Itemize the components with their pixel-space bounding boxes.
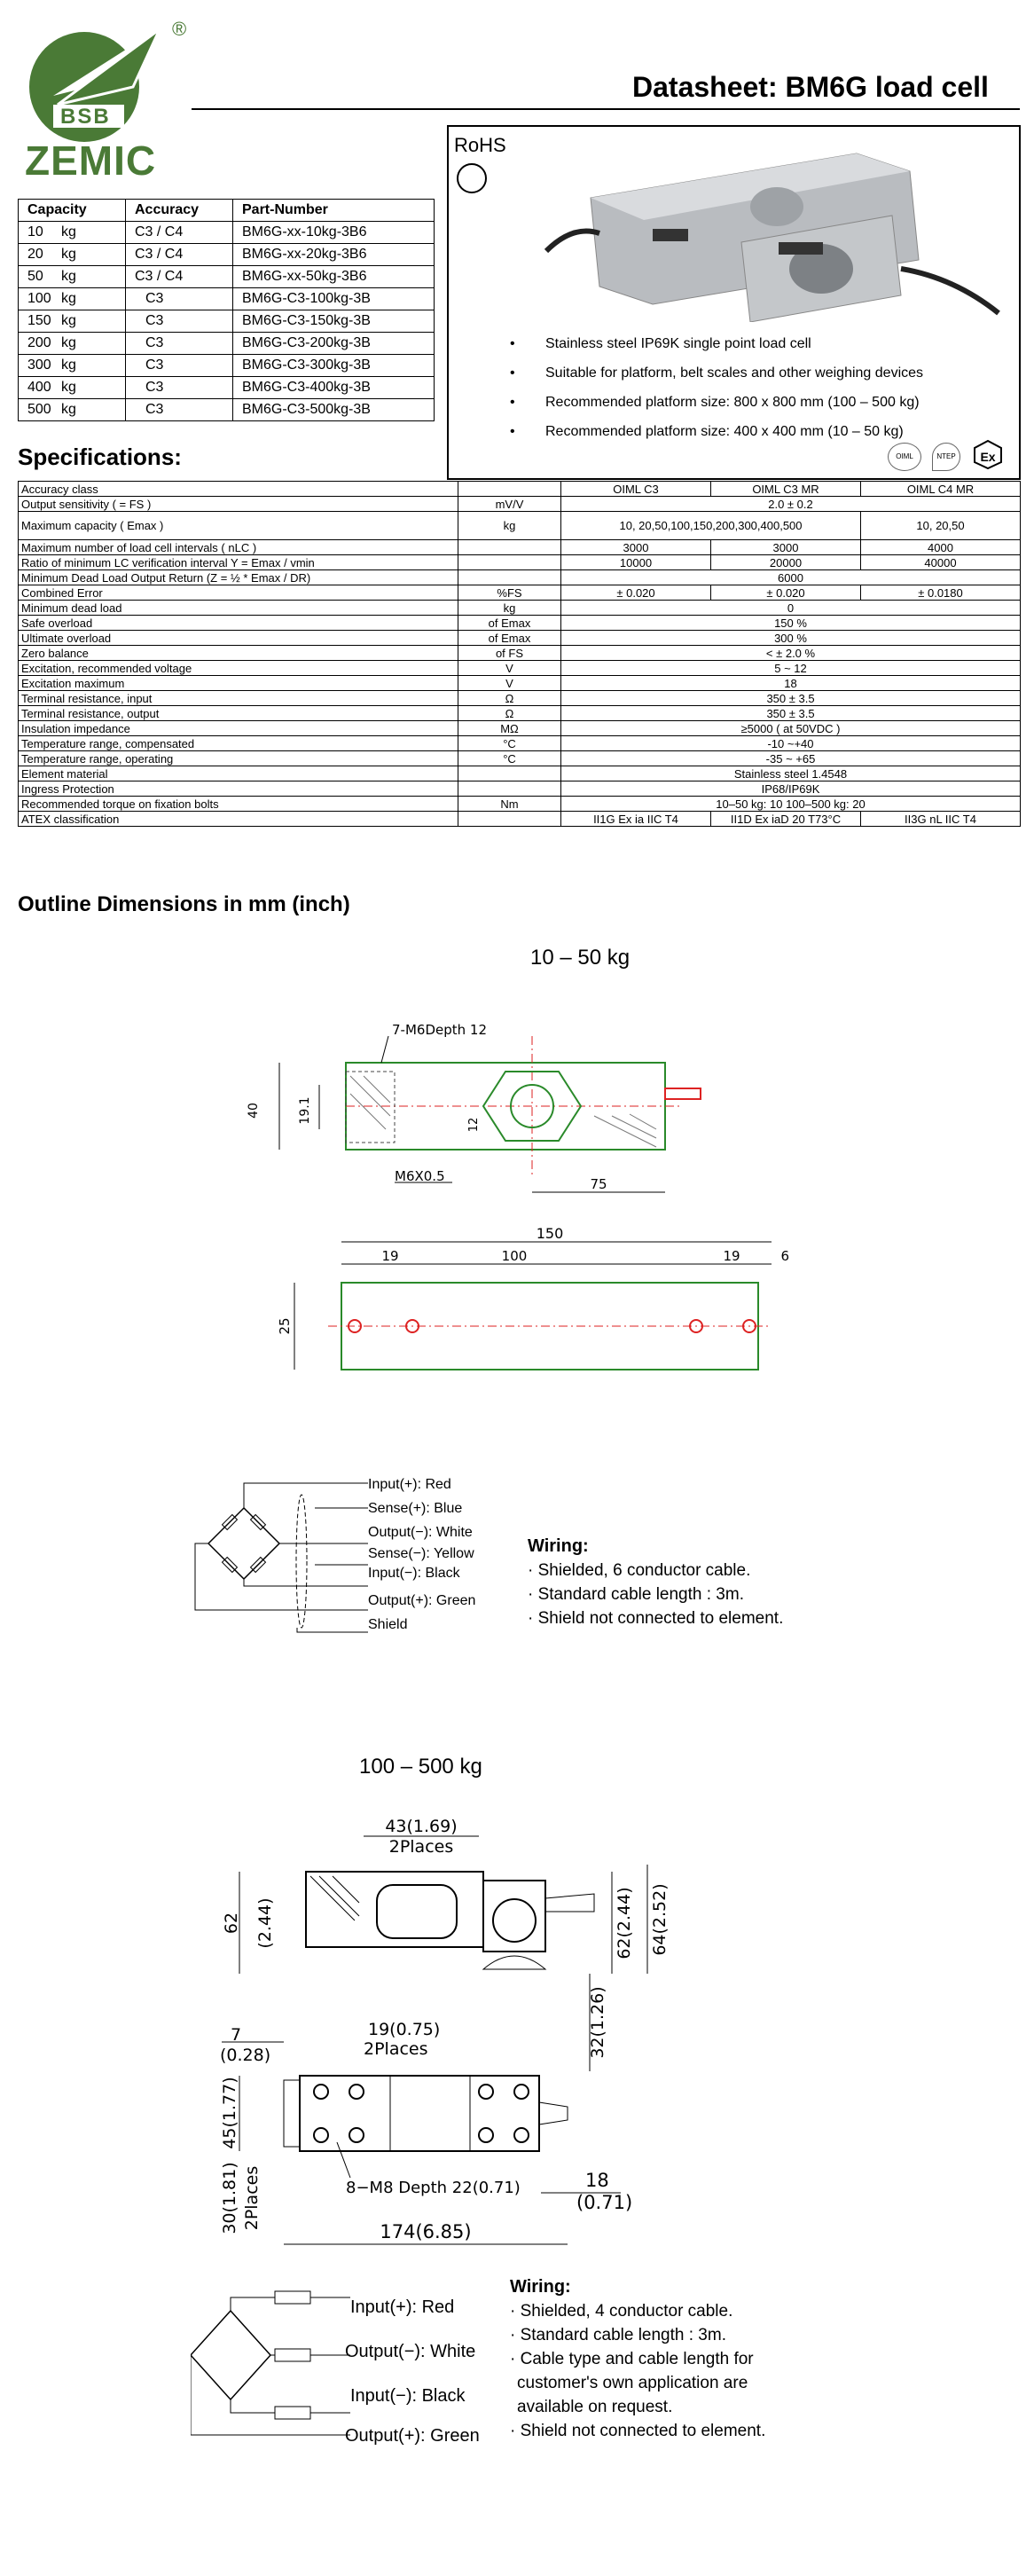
accuracy-cell: C3 / C4 xyxy=(126,244,233,266)
wire-label: Output(+): Green xyxy=(368,1593,476,1608)
spec-cell: Temperature range, operating xyxy=(19,751,458,766)
spec-cell: Combined Error xyxy=(19,585,458,601)
spec-cell: 300 % xyxy=(561,631,1021,646)
spec-cell: ATEX classification xyxy=(19,812,458,827)
dim-label: 150 xyxy=(536,1225,564,1242)
spec-row xyxy=(19,512,1021,540)
note-item: · Shielded, 6 conductor cable. xyxy=(528,1561,751,1580)
table-row xyxy=(19,355,435,377)
col-accuracy: Accuracy xyxy=(126,200,233,222)
spec-cell: 150 % xyxy=(561,616,1021,631)
dim-label: 2Places xyxy=(242,2165,262,2231)
rohs-label: RoHS xyxy=(454,134,506,156)
spec-cell: MΩ xyxy=(458,721,561,736)
atex-hexagon-icon xyxy=(973,439,1003,469)
table-row xyxy=(19,222,435,244)
accuracy-cell: C3 xyxy=(126,399,233,421)
wire-label: Input(+): Red xyxy=(350,2297,455,2317)
accuracy-cell: C3 xyxy=(126,377,233,399)
dim-label: (0.28) xyxy=(220,2046,271,2065)
note-item: · Shielded, 4 conductor cable. xyxy=(510,2302,733,2321)
wire-label: Sense(−): Yellow xyxy=(368,1546,474,1561)
capacity-cell: 50 kg xyxy=(19,266,126,288)
spec-cell: Zero balance xyxy=(19,646,458,661)
wire-label: Output(−): White xyxy=(368,1525,473,1540)
spec-row xyxy=(19,570,1021,585)
spec-cell: %FS xyxy=(458,585,561,601)
dim-label: 6 xyxy=(780,1248,789,1264)
small-model-caption: 10 – 50 kg xyxy=(530,946,631,970)
spec-cell: Ω xyxy=(458,691,561,706)
list-item: • Recommended platform size: 800 x 800 mm (100 – 500 kg) xyxy=(545,388,1007,417)
spec-cell: < ± 2.0 % xyxy=(561,646,1021,661)
capacity-cell: 100 kg xyxy=(19,288,126,310)
small-wiring-notes xyxy=(528,1535,783,1630)
capacity-cell: 300 kg xyxy=(19,355,126,377)
table-row xyxy=(19,266,435,288)
spec-cell: 3000 xyxy=(711,540,861,555)
part-number-cell: BM6G-C3-150kg-3B xyxy=(233,310,435,333)
spec-row xyxy=(19,797,1021,812)
dim-label: 18 xyxy=(585,2170,609,2191)
part-number-cell: BM6G-xx-10kg-3B6 xyxy=(233,222,435,244)
note-item: customer's own application are xyxy=(517,2374,748,2392)
dim-label: 7 xyxy=(231,2025,242,2045)
spec-cell: ≥5000 ( at 50VDC ) xyxy=(561,721,1021,736)
dim-label: 174(6.85) xyxy=(380,2221,472,2242)
spec-cell: ± 0.0180 xyxy=(861,585,1021,601)
spec-cell: Terminal resistance, output xyxy=(19,706,458,721)
large-wiring-diagram xyxy=(191,2284,368,2444)
doc-title: Datasheet: BM6G load cell xyxy=(632,71,989,103)
spec-row xyxy=(19,766,1021,781)
spec-cell xyxy=(458,812,561,827)
spec-row xyxy=(19,616,1021,631)
spec-row xyxy=(19,646,1021,661)
spec-cell xyxy=(458,555,561,570)
dim-label: 43(1.69) xyxy=(385,1817,458,1836)
part-number-cell: BM6G-C3-300kg-3B xyxy=(233,355,435,377)
spec-cell xyxy=(458,781,561,797)
spec-cell xyxy=(458,766,561,781)
spec-cell: Minimum Dead Load Output Return (Z = ½ * Emax / DR) xyxy=(19,570,458,585)
spec-row xyxy=(19,661,1021,676)
accuracy-cell: C3 xyxy=(126,355,233,377)
dim-label: 100 xyxy=(501,1248,528,1264)
spec-cell: of FS xyxy=(458,646,561,661)
load-cell-photo xyxy=(537,136,1016,322)
brand-logo xyxy=(18,16,195,193)
spec-cell: II3G nL IIC T4 xyxy=(861,812,1021,827)
large-wiring-notes xyxy=(510,2275,765,2443)
col-oiml-c3: OIML C3 xyxy=(561,482,711,497)
spec-row xyxy=(19,631,1021,646)
spec-cell: Stainless steel 1.4548 xyxy=(561,766,1021,781)
col-part-number: Part-Number xyxy=(233,200,435,222)
spec-cell: -10 ~+40 xyxy=(561,736,1021,751)
spec-cell: 3000 xyxy=(561,540,711,555)
spec-cell: Ω xyxy=(458,706,561,721)
spec-row xyxy=(19,585,1021,601)
table-row xyxy=(19,310,435,333)
list-item: • Stainless steel IP69K single point load cell xyxy=(545,329,1007,358)
spec-cell: Recommended torque on fixation bolts xyxy=(19,797,458,812)
dim-label: 32(1.26) xyxy=(588,1986,607,2059)
spec-cell: 0 xyxy=(561,601,1021,616)
dim-label: 7-M6Depth 12 xyxy=(392,1022,487,1038)
spec-cell: Ultimate overload xyxy=(19,631,458,646)
spec-cell: -35 ~ +65 xyxy=(561,751,1021,766)
wire-label: Output(+): Green xyxy=(345,2426,480,2446)
spec-cell: Ratio of minimum LC verification interval Y = Emax / vmin xyxy=(19,555,458,570)
part-number-cell: BM6G-C3-400kg-3B xyxy=(233,377,435,399)
feature-list xyxy=(545,329,1007,446)
dim-label: 75 xyxy=(590,1176,607,1192)
dim-label: 2Places xyxy=(364,2039,428,2059)
spec-cell: 10–50 kg: 10 100–500 kg: 20 xyxy=(561,797,1021,812)
col-oiml-c4-mr: OIML C4 MR xyxy=(861,482,1021,497)
part-number-cell: BM6G-C3-500kg-3B xyxy=(233,399,435,421)
spec-cell: Terminal resistance, input xyxy=(19,691,458,706)
spec-cell xyxy=(458,540,561,555)
spec-cell: °C xyxy=(458,736,561,751)
spec-row xyxy=(19,736,1021,751)
spec-cell: 18 xyxy=(561,676,1021,691)
spec-cell: 6000 xyxy=(561,570,1021,585)
oiml-icon: OIML xyxy=(888,443,921,471)
wire-label: Input(−): Black xyxy=(350,2386,466,2406)
spec-row xyxy=(19,721,1021,736)
dim-label: 62(2.44) xyxy=(615,1887,634,1959)
note-item: available on request. xyxy=(517,2398,673,2416)
spec-cell: 10, 20,50,100,150,200,300,400,500 xyxy=(561,512,861,540)
dim-label: 8−M8 Depth 22(0.71) xyxy=(346,2179,521,2197)
registered-mark: ® xyxy=(172,18,187,40)
accuracy-cell: C3 / C4 xyxy=(126,266,233,288)
spec-cell: Nm xyxy=(458,797,561,812)
spec-row xyxy=(19,751,1021,766)
spec-cell: Output sensitivity ( = FS ) xyxy=(19,497,458,512)
dim-label: 62 xyxy=(222,1912,241,1935)
title-rule xyxy=(192,108,1020,110)
spec-cell: 10000 xyxy=(561,555,711,570)
spec-row xyxy=(19,691,1021,706)
capacity-cell: 20 kg xyxy=(19,244,126,266)
wiring-heading: Wiring: xyxy=(528,1536,589,1556)
brand-name: ZEMIC xyxy=(25,137,157,184)
capacity-cell: 10 kg xyxy=(19,222,126,244)
wire-label: Output(−): White xyxy=(345,2342,476,2361)
spec-row xyxy=(19,497,1021,512)
spec-cell: Ingress Protection xyxy=(19,781,458,797)
spec-cell: of Emax xyxy=(458,616,561,631)
spec-cell: 350 ± 3.5 xyxy=(561,691,1021,706)
note-item: · Shield not connected to element. xyxy=(510,2422,766,2440)
dim-label: 40 xyxy=(247,1103,261,1119)
col-capacity: Capacity xyxy=(19,200,126,222)
specifications-heading: Specifications: xyxy=(18,444,182,470)
table-row xyxy=(19,377,435,399)
wire-label: Input(−): Black xyxy=(368,1566,460,1581)
spec-cell: 40000 xyxy=(861,555,1021,570)
ntep-icon: NTEP xyxy=(932,443,960,471)
brand-badge: BSB xyxy=(60,105,111,129)
accuracy-cell: C3 / C4 xyxy=(126,222,233,244)
spec-cell: kg xyxy=(458,601,561,616)
table-row xyxy=(19,288,435,310)
spec-cell: V xyxy=(458,661,561,676)
dim-label: 19 xyxy=(381,1248,399,1264)
spec-cell: mV/V xyxy=(458,497,561,512)
wire-label: Shield xyxy=(368,1617,408,1632)
list-item: • Suitable for platform, belt scales and other weighing devices xyxy=(545,358,1007,388)
col-oiml-c3-mr: OIML C3 MR xyxy=(711,482,861,497)
dim-label: 12 xyxy=(467,1117,481,1133)
accuracy-cell: C3 xyxy=(126,333,233,355)
wire-label: Input(+): Red xyxy=(368,1477,451,1492)
wire-label: Sense(+): Blue xyxy=(368,1501,463,1516)
large-model-drawing xyxy=(213,1810,816,2271)
spec-row xyxy=(19,555,1021,570)
spec-cell: Temperature range, compensated xyxy=(19,736,458,751)
spec-cell: IP68/IP69K xyxy=(561,781,1021,797)
part-number-cell: BM6G-xx-50kg-3B6 xyxy=(233,266,435,288)
spec-cell: Insulation impedance xyxy=(19,721,458,736)
spec-cell: 20000 xyxy=(711,555,861,570)
dim-label: (2.44) xyxy=(255,1897,275,1949)
dim-label: 45(1.77) xyxy=(220,2077,239,2149)
spec-cell: ± 0.020 xyxy=(561,585,711,601)
spec-row xyxy=(19,812,1021,827)
wiring-heading: Wiring: xyxy=(510,2277,571,2297)
spec-row xyxy=(19,601,1021,616)
spec-cell: 2.0 ± 0.2 xyxy=(561,497,1021,512)
capacity-cell: 400 kg xyxy=(19,377,126,399)
part-number-cell: BM6G-C3-200kg-3B xyxy=(233,333,435,355)
dim-label: (0.71) xyxy=(576,2192,633,2213)
cert-icons xyxy=(888,439,1021,475)
spec-cell: II1D Ex iaD 20 T73°C xyxy=(711,812,861,827)
dim-label: 19 xyxy=(723,1248,740,1264)
dim-label: M6X0.5 xyxy=(395,1168,445,1184)
capacity-cell: 150 kg xyxy=(19,310,126,333)
dim-label: 19.1 xyxy=(298,1096,312,1125)
capacity-table xyxy=(18,199,435,421)
spec-cell: Excitation, recommended voltage xyxy=(19,661,458,676)
dim-label: 25 xyxy=(277,1317,293,1335)
dim-label: 30(1.81) xyxy=(220,2162,239,2234)
spec-cell: 10, 20,50 xyxy=(861,512,1021,540)
table-row xyxy=(19,244,435,266)
note-item: · Shield not connected to element. xyxy=(528,1609,784,1628)
small-wiring-labels xyxy=(368,1473,475,1637)
table-row xyxy=(19,333,435,355)
accuracy-cell: C3 xyxy=(126,288,233,310)
accuracy-cell: C3 xyxy=(126,310,233,333)
spec-cell: °C xyxy=(458,751,561,766)
large-model-caption: 100 – 500 kg xyxy=(359,1755,482,1779)
small-model-drawing xyxy=(239,1001,789,1462)
specifications-table xyxy=(18,481,1021,827)
atex-ex-icon: Ex xyxy=(980,450,996,464)
capacity-cell: 500 kg xyxy=(19,399,126,421)
spec-cell: kg xyxy=(458,512,561,540)
list-item: • Recommended platform size: 400 x 400 mm (10 – 50 kg) xyxy=(545,417,1007,446)
spec-cell: Minimum dead load xyxy=(19,601,458,616)
note-item: · Standard cable length : 3m. xyxy=(528,1585,744,1604)
spec-row xyxy=(19,781,1021,797)
spec-cell: Safe overload xyxy=(19,616,458,631)
spec-cell: of Emax xyxy=(458,631,561,646)
part-number-cell: BM6G-C3-100kg-3B xyxy=(233,288,435,310)
spec-cell: V xyxy=(458,676,561,691)
product-box xyxy=(447,125,1021,480)
spec-cell: Element material xyxy=(19,766,458,781)
dim-label: 19(0.75) xyxy=(368,2020,441,2039)
dim-label: 2Places xyxy=(388,1837,454,1857)
outline-heading: Outline Dimensions in mm (inch) xyxy=(18,892,350,916)
spec-cell: 4000 xyxy=(861,540,1021,555)
table-row xyxy=(19,399,435,421)
note-item: · Standard cable length : 3m. xyxy=(510,2326,726,2344)
dim-label: 64(2.52) xyxy=(650,1883,670,1956)
spec-cell: 350 ± 3.5 xyxy=(561,706,1021,721)
spec-row xyxy=(19,706,1021,721)
spec-row xyxy=(19,540,1021,555)
spec-row xyxy=(19,676,1021,691)
table-header-row xyxy=(19,200,435,222)
part-number-cell: BM6G-xx-20kg-3B6 xyxy=(233,244,435,266)
spec-cell: Maximum capacity ( Emax ) xyxy=(19,512,458,540)
spec-cell xyxy=(458,570,561,585)
spec-cell: Excitation maximum xyxy=(19,676,458,691)
spec-cell: 5 ~ 12 xyxy=(561,661,1021,676)
capacity-cell: 200 kg xyxy=(19,333,126,355)
note-item: · Cable type and cable length for xyxy=(510,2350,754,2368)
spec-cell: Maximum number of load cell intervals ( nLC ) xyxy=(19,540,458,555)
spec-cell: ± 0.020 xyxy=(711,585,861,601)
ec-certified-icon xyxy=(454,161,490,196)
spec-header-row: Accuracy class OIML C3 OIML C3 MR OIML C4 MR xyxy=(19,482,1021,497)
spec-cell: II1G Ex ia IIC T4 xyxy=(561,812,711,827)
